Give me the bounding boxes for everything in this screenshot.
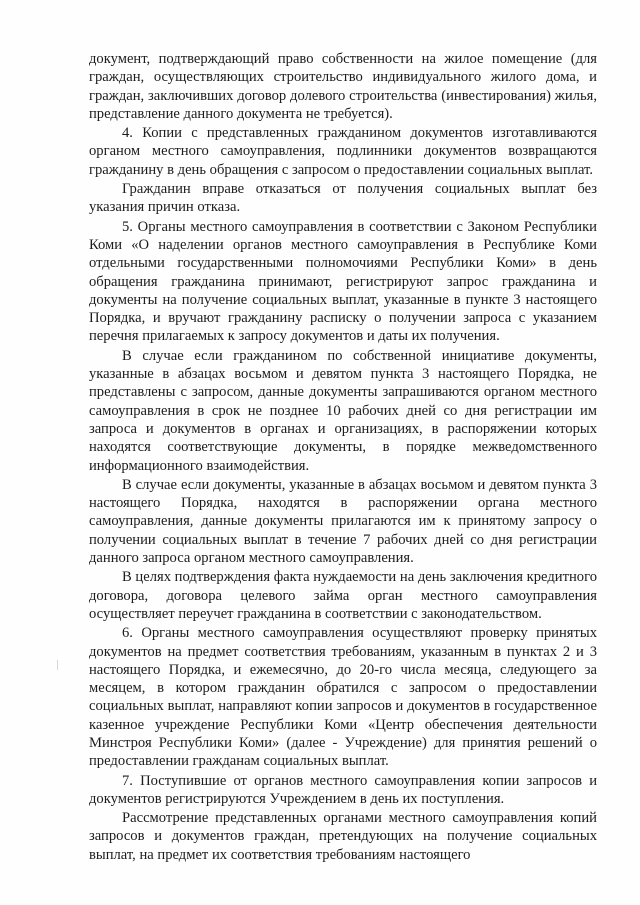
document-body (89, 50, 597, 864)
paragraph-continuation: документ, подтверждающий право собственности на жилое помещение (для граждан, осуществляющих строительство индивидуального жилого дома, и граждан, заключивших договор долевого строительства (инвестирования) жилья, представление данного документа не требуется). (89, 51, 597, 122)
paragraph-own-initiative: В случае если гражданином по собственной инициативе документы, указанные в абзацах восьмом и девятом пункта 3 настоящего Порядка, не представлены с запросом, данные документы запрашиваются органом местного самоуправления в срок не позднее 10 рабочих дней со дня регистрации им запроса и документов в органах и организациях, в распоряжении которых находятся соответствующие документы, в порядке межведомственного информационного взаимодействия. (89, 347, 597, 474)
paragraph-documents-available: В случае если документы, указанные в абзацах восьмом и девятом пункта 3 настоящего Порядка, находятся в распоряжении органа местного самоуправления, данные документы прилагаются им к принятому запросу о получении социальных выплат в течение 7 рабочих дней со дня регистрации данного запроса органом местного самоуправления. (89, 476, 597, 567)
paragraph-refusal-right: Гражданин вправе отказаться от получения социальных выплат без указания причин отказа. (89, 181, 597, 216)
paragraph-item-5: 5. Органы местного самоуправления в соответствии с Законом Республики Коми «О наделении органов местного самоуправления в Республике Коми отдельными государственными полномочиями Республики Коми» в день обращения гражданина принимают, регистрируют запрос гражданина и документы на получение социальных выплат, указанные в пункте 3 настоящего Порядка, и вручают гражданину расписку о получении запроса с указанием перечня прилагаемых к запросу документов и даты их получения. (89, 218, 597, 345)
paragraph-item-4: 4. Копии с представленных гражданином документов изготавливаются органом местного самоуправления, подлинники документов возвращаются гражданину в день обращения с запросом о предоставлении социальных выплат. (89, 125, 597, 178)
paragraph-item-7: 7. Поступившие от органов местного самоуправления копии запросов и документов регистрируются Учреждением в день их поступления. (89, 772, 597, 807)
paragraph-review: Рассмотрение представленных органами местного самоуправления копий запросов и документов граждан, претендующих на получение социальных выплат, на предмет их соответствия требованиям настоящего (89, 810, 597, 863)
paragraph-need-confirmation: В целях подтверждения факта нуждаемости на день заключения кредитного договора, договора целевого займа орган местного самоуправления осуществляет переучет гражданина в соответствии с законодательством. (89, 569, 597, 622)
scan-margin-mark (57, 660, 58, 670)
paragraph-item-6: 6. Органы местного самоуправления осуществляют проверку принятых документов на предмет соответствия требованиям, указанным в пунктах 2 и 3 настоящего Порядка, и ежемесячно, до 20-го числа месяца, следующего за месяцем, в котором гражданин обратился с запросом о предоставлении социальных выплат, направляют копии запросов и документов в государственное казенное учреждение Республики Коми «Центр обеспечения деятельности Минстроя Республики Коми» (далее - Учреждение) для принятия решений о предоставлении гражданам социальных выплат. (89, 625, 597, 770)
